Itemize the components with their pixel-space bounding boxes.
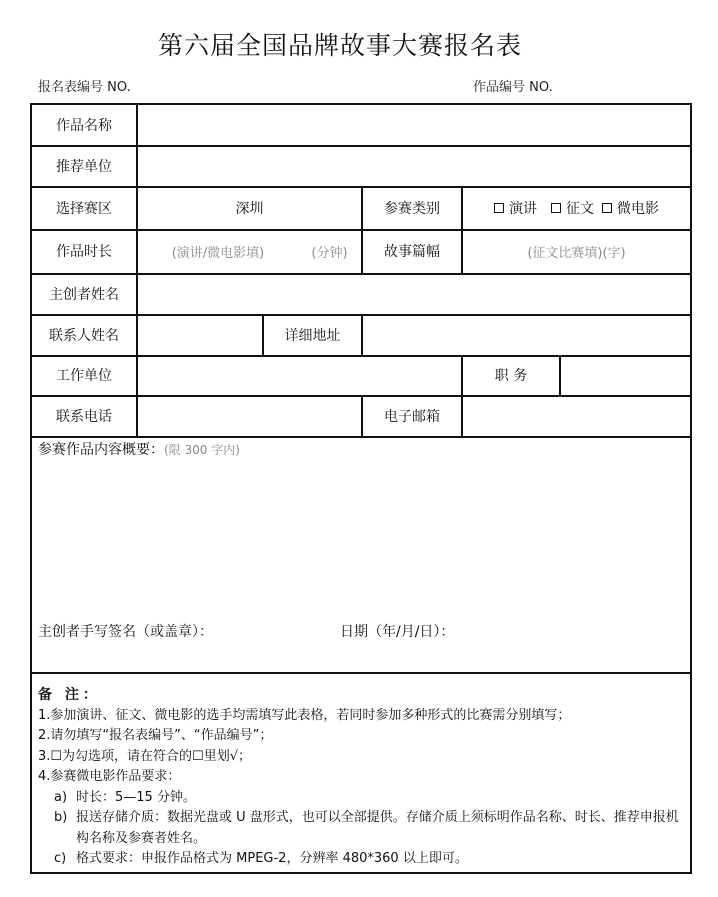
email-label: 电子邮箱 <box>384 408 440 425</box>
category-option-essay[interactable] <box>551 198 594 218</box>
checkbox-icon[interactable] <box>602 203 612 213</box>
note-item: 3.☐为勾选项，请在符合的☐里划√； <box>38 748 251 764</box>
work-name-label: 作品名称 <box>56 118 112 134</box>
summary-label <box>38 439 240 459</box>
subitem-marker: a) <box>54 789 68 805</box>
creator-name-field[interactable] <box>138 273 690 314</box>
option-label: 演讲 <box>509 200 537 217</box>
work-unit-label: 工作单位 <box>56 368 112 384</box>
subitem-marker: b) <box>54 810 68 825</box>
form-title: 第六届全国品牌故事大赛报名表 <box>157 31 522 60</box>
registration-number-label: 报名表编号 NO. <box>38 80 131 95</box>
note-item: 4.参赛微电影作品要求： <box>38 769 181 784</box>
row-divider <box>32 436 690 438</box>
row-divider <box>32 672 690 674</box>
note-item: 2.请勿填写“报名表编号”、“作品编号”； <box>38 728 273 743</box>
subitem-text: 格式要求：申报作品格式为 MPEG-2，分辨率 480*360 以上即可。 <box>76 851 468 866</box>
position-field[interactable] <box>561 355 690 395</box>
phone-label: 联系电话 <box>56 408 112 425</box>
notes-heading: 备 注： <box>38 687 101 703</box>
option-label: 征文 <box>566 200 594 217</box>
notes-section <box>38 685 684 870</box>
category-options <box>463 186 690 229</box>
note-subitem <box>38 849 684 870</box>
recommend-unit-label: 推荐单位 <box>56 158 112 175</box>
recommend-unit-field[interactable] <box>138 145 690 186</box>
region-label: 选择赛区 <box>56 200 112 217</box>
category-option-speech[interactable] <box>494 198 537 218</box>
duration-placeholder[interactable]: (演讲/微电影填) <box>171 245 265 261</box>
registration-form <box>30 103 692 874</box>
email-field[interactable] <box>463 395 690 436</box>
work-number-label: 作品编号 NO. <box>473 80 553 95</box>
summary-limit: (限 300 字内) <box>164 443 240 457</box>
summary-label-text: 参赛作品内容概要： <box>38 442 164 458</box>
address-field[interactable] <box>363 314 690 355</box>
checkbox-icon[interactable] <box>551 203 561 213</box>
checkbox-icon[interactable] <box>494 203 504 213</box>
signature-label: 主创者手写签名（或盖章）： <box>38 624 213 640</box>
note-subitem <box>38 808 684 849</box>
date-label: 日期（年/月/日）： <box>340 624 455 640</box>
contact-name-label: 联系人姓名 <box>49 327 119 344</box>
note-item: 1.参加演讲、征文、微电影的选手均需填写此表格，若同时参加多种形式的比赛需分别填写； <box>38 707 571 723</box>
subitem-marker: c) <box>54 851 67 866</box>
region-value[interactable]: 深圳 <box>235 200 264 217</box>
contact-name-field[interactable] <box>138 314 262 355</box>
subitem-text: 报送存储介质：数据光盘或 U 盘形式，也可以全部提供。存储介质上须标明作品名称、时长、推荐申报机构名称及参赛者姓名。 <box>76 810 679 846</box>
work-name-field[interactable] <box>138 105 690 145</box>
position-label: 职 务 <box>494 368 528 384</box>
length-label: 故事篇幅 <box>384 244 440 260</box>
subitem-text: 时长：5—15 分钟。 <box>76 789 196 805</box>
duration-label: 作品时长 <box>56 244 112 260</box>
length-placeholder[interactable]: (征文比赛填)(字) <box>527 245 626 261</box>
summary-field[interactable] <box>36 457 690 607</box>
category-label: 参赛类别 <box>384 200 440 217</box>
duration-unit: (分钟) <box>311 245 348 261</box>
option-label: 微电影 <box>617 200 659 217</box>
note-subitem <box>38 788 684 809</box>
phone-field[interactable] <box>138 395 361 436</box>
address-label: 详细地址 <box>284 327 341 344</box>
creator-name-label: 主创者姓名 <box>49 286 119 303</box>
work-unit-field[interactable] <box>138 355 461 395</box>
category-option-film[interactable] <box>602 198 659 218</box>
